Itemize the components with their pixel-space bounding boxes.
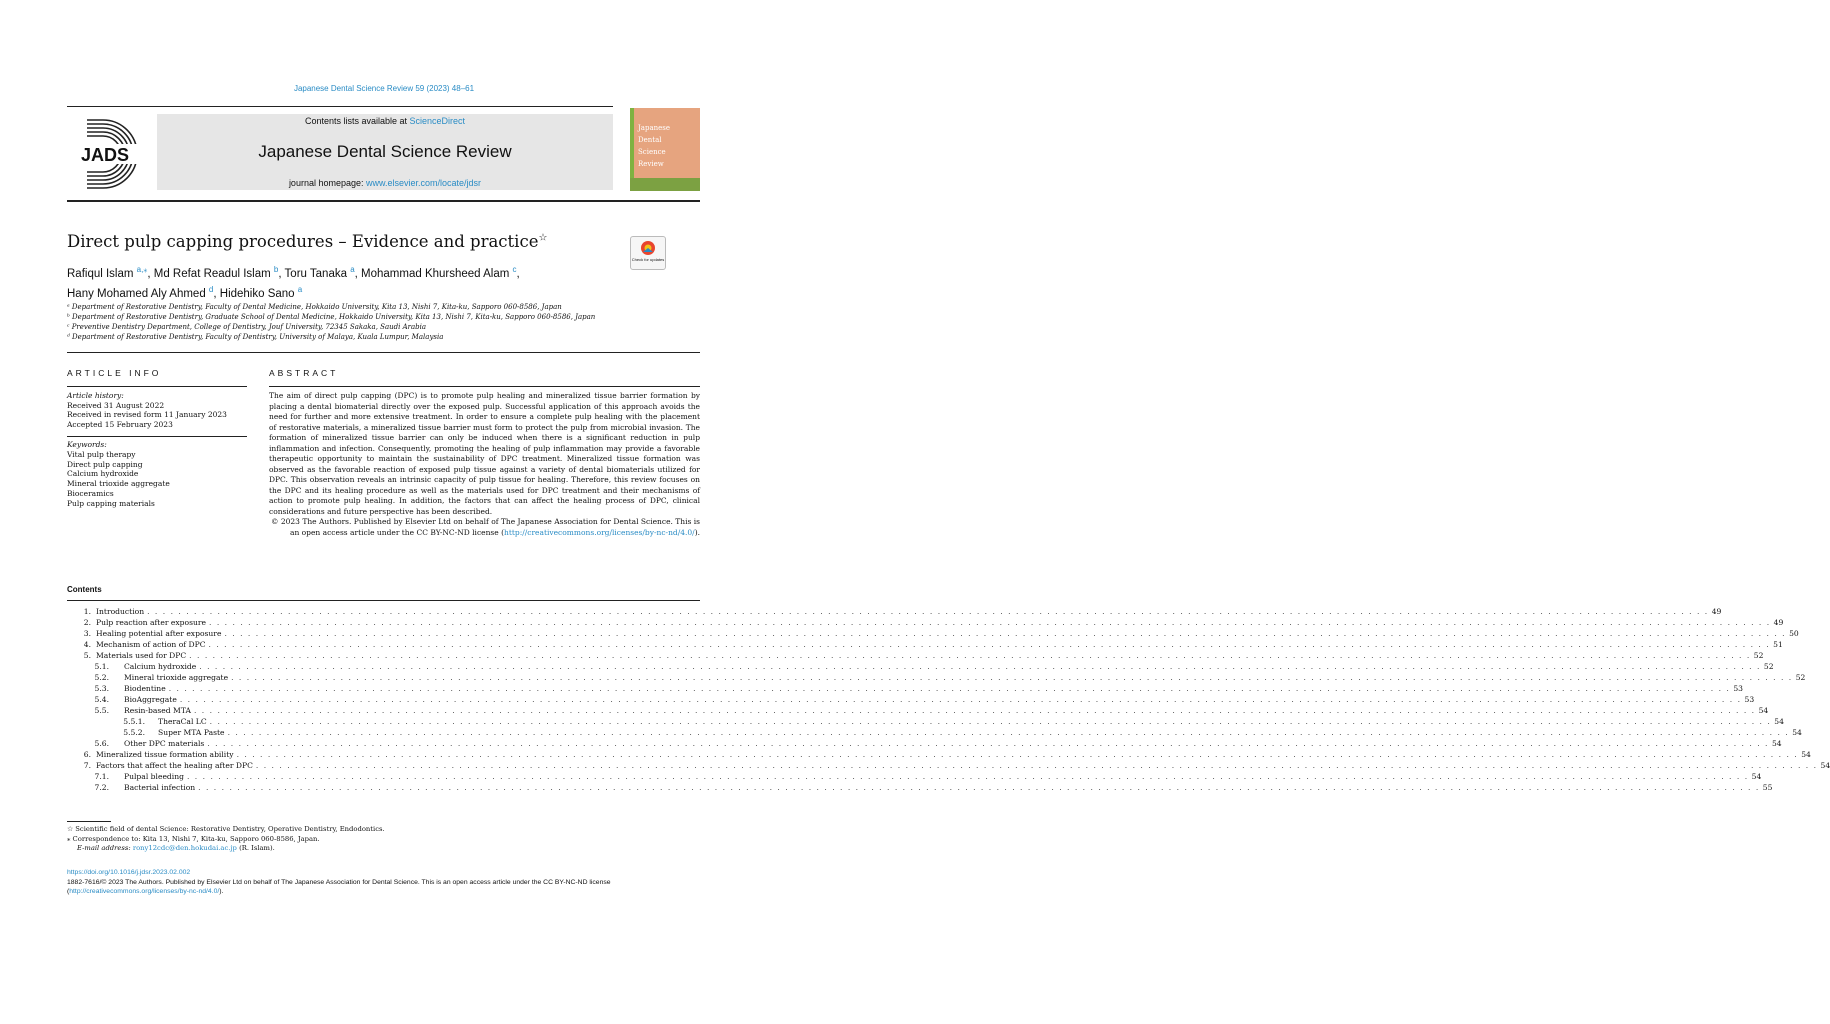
- toc-page: 52: [1753, 651, 1764, 660]
- toc-number: 6.: [83, 750, 91, 759]
- toc-leader: . . . . . . . . . . . . . . . . . . . . . . . . . . . . . . . . . . . . . . . . . . . . . . . . . . . . . . . . . . . . . . . . . . . . . . . . . . . . . . . . . . . . . . . . . . . . . . . . . . . . . . . . . . . . . . . . . . . . . . . . . . . . . . . . . . . . . . . . . . . . . . . . . . . . . . . . . . . . . . . . . . . . . . . . . . . . . . . . . . . . . . . . . . . . . . . . . . . . . . . .: [193, 706, 1756, 715]
- toc-page: 55: [1762, 783, 1773, 792]
- toc-leader: . . . . . . . . . . . . . . . . . . . . . . . . . . . . . . . . . . . . . . . . . . . . . . . . . . . . . . . . . . . . . . . . . . . . . . . . . . . . . . . . . . . . . . . . . . . . . . . . . . . . . . . . . . . . . . . . . . . . . . . . . . . . . . . . . . . . . . . . . . . . . . . . . . . . . . . . . . . . . . . . . . . . . . . . . . . . . . . . . . . . . . . . . . . . . . . . . . . . . . . .: [199, 662, 1761, 671]
- toc-entry[interactable]: [67, 606, 1722, 617]
- toc-number: 5.1.: [94, 662, 109, 671]
- toc-title: Calcium hydroxide: [124, 662, 197, 671]
- history-item: Received in revised form 11 January 2023: [67, 410, 227, 419]
- toc-entry[interactable]: [67, 650, 1764, 661]
- toc-entry[interactable]: [67, 771, 1762, 782]
- affiliation: ᵈ Department of Restorative Dentistry, Faculty of Dentistry, University of Malaya, Kuala Lumpur, Malaysia: [67, 333, 444, 341]
- homepage-link[interactable]: www.elsevier.com/locate/jdsr: [366, 178, 482, 188]
- toc-leader: . . . . . . . . . . . . . . . . . . . . . . . . . . . . . . . . . . . . . . . . . . . . . . . . . . . . . . . . . . . . . . . . . . . . . . . . . . . . . . . . . . . . . . . . . . . . . . . . . . . . . . . . . . . . . . . . . . . . . . . . . . . . . . . . . . . . . . . . . . . . . . . . . . . . . . . . . . . . . . . . . . . . . . . . . . . . . . . . . . . . . . . . . . . . . . . . . . . . . . . .: [179, 695, 1742, 704]
- keywords-label: Keywords:: [67, 440, 107, 449]
- toc-number: 5.2.: [94, 673, 109, 682]
- table-of-contents: [67, 606, 1830, 793]
- toc-page: 49: [1773, 618, 1784, 627]
- toc-number: 7.2.: [94, 783, 109, 792]
- keyword: Calcium hydroxide: [67, 469, 139, 479]
- toc-leader: . . . . . . . . . . . . . . . . . . . . . . . . . . . . . . . . . . . . . . . . . . . . . . . . . . . . . . . . . . . . . . . . . . . . . . . . . . . . . . . . . . . . . . . . . . . . . . . . . . . . . . . . . . . . . . . . . . . . . . . . . . . . . . . . . . . . . . . . . . . . . . . . . . . . . . . . . . . . . . . . . . . . . . . . . . . . . . . . . . . . . . . . . . . . . . . . . . . . . . . .: [186, 772, 1749, 781]
- toc-leader: . . . . . . . . . . . . . . . . . . . . . . . . . . . . . . . . . . . . . . . . . . . . . . . . . . . . . . . . . . . . . . . . . . . . . . . . . . . . . . . . . . . . . . . . . . . . . . . . . . . . . . . . . . . . . . . . . . . . . . . . . . . . . . . . . . . . . . . . . . . . . . . . . . . . . . . . . . . . . . . . . . . . . . . . . . . . . . . . . . . . . . . . . . . . . . . . . . . . . . . .: [189, 651, 1751, 660]
- keyword: Vital pulp therapy: [67, 449, 136, 459]
- keyword: Bioceramics: [67, 488, 114, 498]
- toc-leader: . . . . . . . . . . . . . . . . . . . . . . . . . . . . . . . . . . . . . . . . . . . . . . . . . . . . . . . . . . . . . . . . . . . . . . . . . . . . . . . . . . . . . . . . . . . . . . . . . . . . . . . . . . . . . . . . . . . . . . . . . . . . . . . . . . . . . . . . . . . . . . . . . . . . . . . . . . . . . . . . . . . . . . . . . . . . . . . . . . . . . . . . . . . . . . . . . . . . . . . .: [209, 717, 1772, 726]
- license-link[interactable]: http://creativecommons.org/licenses/by-nc-nd/4.0/: [69, 888, 220, 895]
- toc-title: BioAggregate: [124, 695, 177, 704]
- keyword: Pulp capping materials: [67, 498, 155, 508]
- toc-leader: . . . . . . . . . . . . . . . . . . . . . . . . . . . . . . . . . . . . . . . . . . . . . . . . . . . . . . . . . . . . . . . . . . . . . . . . . . . . . . . . . . . . . . . . . . . . . . . . . . . . . . . . . . . . . . . . . . . . . . . . . . . . . . . . . . . . . . . . . . . . . . . . . . . . . . . . . . . . . . . . . . . . . . . . . . . . . . . . . . . . . . . . . . . . . . . . . . . . . . . .: [236, 750, 1799, 759]
- history-item: Accepted 15 February 2023: [67, 419, 173, 429]
- toc-entry[interactable]: [67, 749, 1811, 760]
- toc-page: 52: [1795, 673, 1806, 682]
- toc-title: Mechanism of action of DPC: [96, 640, 206, 649]
- toc-number: 5.: [83, 651, 91, 660]
- toc-leader: . . . . . . . . . . . . . . . . . . . . . . . . . . . . . . . . . . . . . . . . . . . . . . . . . . . . . . . . . . . . . . . . . . . . . . . . . . . . . . . . . . . . . . . . . . . . . . . . . . . . . . . . . . . . . . . . . . . . . . . . . . . . . . . . . . . . . . . . . . . . . . . . . . . . . . . . . . . . . . . . . . . . . . . . . . . . . . . . . . . . . . . . . . . . . . . . . . . . . . . .: [198, 783, 1760, 792]
- toc-title: Introduction: [96, 607, 145, 616]
- toc-number: 5.5.: [94, 706, 109, 715]
- toc-number: 3.: [83, 629, 91, 638]
- toc-page: 54: [1771, 739, 1782, 748]
- toc-entry[interactable]: [67, 628, 1799, 639]
- toc-title: Other DPC materials: [124, 739, 205, 748]
- history-item: Received 31 August 2022: [67, 400, 165, 410]
- toc-title: Super MTA Paste: [158, 728, 225, 737]
- article-history: [67, 391, 247, 429]
- toc-leader: . . . . . . . . . . . . . . . . . . . . . . . . . . . . . . . . . . . . . . . . . . . . . . . . . . . . . . . . . . . . . . . . . . . . . . . . . . . . . . . . . . . . . . . . . . . . . . . . . . . . . . . . . . . . . . . . . . . . . . . . . . . . . . . . . . . . . . . . . . . . . . . . . . . . . . . . . . . . . . . . . . . . . . . . . . . . . . . . . . . . . . . . . . . . . . . . . . . . . . . .: [207, 739, 1769, 748]
- toc-page: 51: [1773, 640, 1783, 649]
- toc-number: 7.1.: [94, 772, 109, 781]
- toc-title: Materials used for DPC: [96, 651, 187, 660]
- toc-title: Mineral trioxide aggregate: [124, 673, 229, 682]
- toc-page: 54: [1820, 761, 1830, 770]
- affiliations: [67, 302, 707, 342]
- author-line: Hany Mohamed Aly Ahmed $^d$, Hidehiko Sano $^a$: [67, 284, 303, 300]
- keywords-rule: [67, 436, 247, 437]
- toc-entry[interactable]: [67, 683, 1743, 694]
- affiliation: ᵃ Department of Restorative Dentistry, Faculty of Dental Medicine, Hokkaido University, Kita 13, Nishi 7, Kita-ku, Sapporo 060-8586, Japan: [67, 303, 562, 311]
- section-rule: [67, 352, 700, 353]
- masthead-rule: [67, 200, 700, 202]
- toc-leader: . . . . . . . . . . . . . . . . . . . . . . . . . . . . . . . . . . . . . . . . . . . . . . . . . . . . . . . . . . . . . . . . . . . . . . . . . . . . . . . . . . . . . . . . . . . . . . . . . . . . . . . . . . . . . . . . . . . . . . . . . . . . . . . . . . . . . . . . . . . . . . . . . . . . . . . . . . . . . . . . . . . . . . . . . . . . . . . . . . . . . . . . . . . . . . . . . . . . . . . .: [209, 618, 1771, 627]
- check-for-updates-button[interactable]: [630, 236, 666, 270]
- cover-word: Science: [638, 148, 666, 156]
- toc-page: 50: [1789, 629, 1799, 638]
- toc-page: 52: [1763, 662, 1774, 671]
- toc-leader: . . . . . . . . . . . . . . . . . . . . . . . . . . . . . . . . . . . . . . . . . . . . . . . . . . . . . . . . . . . . . . . . . . . . . . . . . . . . . . . . . . . . . . . . . . . . . . . . . . . . . . . . . . . . . . . . . . . . . . . . . . . . . . . . . . . . . . . . . . . . . . . . . . . . . . . . . . . . . . . . . . . . . . . . . . . . . . . . . . . . . . . . . . . . . . . . . . . . . . . .: [168, 684, 1731, 693]
- license-line: (http://creativecommons.org/licenses/by-nc-nd/4.0/).: [67, 888, 224, 895]
- toc-number: 2.: [83, 618, 91, 627]
- doi-link[interactable]: https://doi.org/10.1016/j.jdsr.2023.02.002: [67, 869, 191, 876]
- cover-word: Dental: [638, 136, 662, 144]
- toc-title: Factors that affect the healing after DPC: [96, 761, 253, 770]
- toc-entry[interactable]: [67, 661, 1774, 672]
- toc-number: 5.5.1.: [123, 717, 145, 726]
- toc-number: 5.5.2.: [123, 728, 145, 737]
- abstract-rule: [269, 386, 700, 387]
- toc-entry[interactable]: [67, 727, 1802, 738]
- toc-entry[interactable]: [67, 617, 1784, 628]
- toc-title: Pulpal bleeding: [124, 772, 184, 781]
- toc-entry[interactable]: [67, 782, 1773, 793]
- contents-rule: [67, 600, 700, 601]
- toc-number: 1.: [83, 607, 91, 616]
- toc-title: Resin-based MTA: [124, 706, 191, 715]
- abstract-text: The aim of direct pulp capping (DPC) is to promote pulp healing and mineralized tissue barrier formation by placing a dental biomaterial directly over the exposed pulp. Successful application of this approach avoids the need for further and more extensive treatment. In order to ensure a complete pulp healing with the placement of restorative materials, a mineralized tissue barrier must form to protect the pulp from microbial invasion. The formation of mineralized tissue barrier can only be induced when there is a significant reduction in pulp inflammation and infection. Consequently, promoting the healing of pulp inflammation may provide a favorable therapeutic opportunity to maintain the sustainability of DPC treatment. Mineralized tissue formation was observed as the favorable reaction of exposed pulp tissue against a variety of dental biomaterials utilized for DPC. This observation reveals an intrinsic capacity of pulp tissue for healing. Therefore, this review focuses on the DPC and its healing procedure as well as the materials used for DPC treatment and their mechanisms of action to promote pulp healing. In addition, the factors that can affect the healing process of DPC, clinical considerations and future perspective has been described.: [269, 391, 700, 516]
- toc-page: 54: [1801, 750, 1811, 759]
- toc-leader: . . . . . . . . . . . . . . . . . . . . . . . . . . . . . . . . . . . . . . . . . . . . . . . . . . . . . . . . . . . . . . . . . . . . . . . . . . . . . . . . . . . . . . . . . . . . . . . . . . . . . . . . . . . . . . . . . . . . . . . . . . . . . . . . . . . . . . . . . . . . . . . . . . . . . . . . . . . . . . . . . . . . . . . . . . . . . . . . . . . . . . . . . . . . . . . . . . . . . . . .: [208, 640, 1771, 649]
- toc-title: Pulp reaction after exposure: [96, 618, 207, 627]
- toc-number: 5.4.: [94, 695, 109, 704]
- article-info-heading: ARTICLE INFO: [67, 368, 162, 378]
- sciencedirect-link[interactable]: ScienceDirect: [409, 116, 466, 126]
- copyright-notice: © 2023 The Authors. Published by Elsevier Ltd on behalf of The Japanese Association for Dental Science. This is an open access article under the CC BY-NC-ND license (http://creativecommons.org/licenses/by-nc-nd/4.0/).: [270, 517, 700, 537]
- toc-number: 7.: [83, 761, 91, 770]
- footnote: ⁎ Correspondence to: Kita 13, Nishi 7, Kita-ku, Sapporo 060-8586, Japan.: [67, 834, 320, 843]
- footnote: ☆ Scientific field of dental Science: Restorative Dentistry, Operative Dentistry, Endodontics.: [67, 825, 385, 833]
- toc-page: 49: [1711, 607, 1722, 616]
- abstract-heading: ABSTRACT: [269, 368, 339, 378]
- journal-title: Japanese Dental Science Review: [258, 142, 512, 161]
- toc-title: Mineralized tissue formation ability: [96, 750, 234, 759]
- toc-leader: . . . . . . . . . . . . . . . . . . . . . . . . . . . . . . . . . . . . . . . . . . . . . . . . . . . . . . . . . . . . . . . . . . . . . . . . . . . . . . . . . . . . . . . . . . . . . . . . . . . . . . . . . . . . . . . . . . . . . . . . . . . . . . . . . . . . . . . . . . . . . . . . . . . . . . . . . . . . . . . . . . . . . . . . . . . . . . . . . . . . . . . . . . . . . . . . . . . . . . . .: [224, 629, 1787, 638]
- journal-masthead: [157, 114, 613, 190]
- jads-logo: [67, 118, 143, 190]
- toc-page: 54: [1758, 706, 1769, 715]
- toc-title: TheraCal LC: [158, 717, 207, 726]
- cover-band: [630, 178, 700, 191]
- issn-line: 1882-7616/© 2023 The Authors. Published by Elsevier Ltd on behalf of The Japanese Association for Dental Science. This is an open access article under the CC BY-NC-ND license: [67, 878, 611, 886]
- toc-page: 53: [1733, 684, 1743, 693]
- article-title: Direct pulp capping procedures – Evidence and practice☆: [67, 232, 548, 251]
- toc-number: 5.6.: [94, 739, 109, 748]
- email-link[interactable]: rony12cdc@den.hokudai.ac.jp: [132, 844, 237, 852]
- license-link[interactable]: http://creativecommons.org/licenses/by-nc-nd/4.0/: [504, 527, 695, 537]
- header-rule: [67, 106, 613, 107]
- toc-page: 54: [1751, 772, 1762, 781]
- affiliation: ᶜ Preventive Dentistry Department, College of Dentistry, Jouf University, 72345 Sakaka, Saudi Arabia: [67, 323, 427, 331]
- toc-page: 53: [1744, 695, 1755, 704]
- toc-entry[interactable]: [67, 738, 1782, 749]
- toc-title: Biodentine: [124, 684, 166, 693]
- toc-entry[interactable]: [67, 672, 1806, 683]
- toc-entry[interactable]: [67, 760, 1830, 771]
- cover-word: Japanese: [638, 124, 671, 132]
- history-label: Article history:: [67, 391, 124, 400]
- abstract-body: [269, 391, 700, 538]
- toc-page: 54: [1774, 717, 1784, 726]
- affiliation: ᵇ Department of Restorative Dentistry, Graduate School of Dental Medicine, Hokkaido University, Kita 13, Nishi 7, Kita-ku, Sapporo 060-8586, Japan: [67, 313, 596, 321]
- toc-number: 5.3.: [94, 684, 109, 693]
- footnotes: [67, 825, 700, 854]
- check-updates-label: Check for updates: [631, 257, 665, 262]
- keyword: Direct pulp capping: [67, 459, 143, 469]
- toc-entry[interactable]: [67, 694, 1755, 705]
- contents-heading: Contents: [67, 585, 102, 594]
- toc-title: Healing potential after exposure: [96, 629, 222, 638]
- publication-info: [67, 868, 700, 897]
- author-list: [67, 262, 520, 302]
- footnote-rule: [67, 821, 111, 822]
- article-info-rule: [67, 386, 247, 387]
- toc-entry[interactable]: [67, 716, 1784, 727]
- keyword: Mineral trioxide aggregate: [67, 479, 170, 489]
- toc-leader: . . . . . . . . . . . . . . . . . . . . . . . . . . . . . . . . . . . . . . . . . . . . . . . . . . . . . . . . . . . . . . . . . . . . . . . . . . . . . . . . . . . . . . . . . . . . . . . . . . . . . . . . . . . . . . . . . . . . . . . . . . . . . . . . . . . . . . . . . . . . . . . . . . . . . . . . . . . . . . . . . . . . . . . . . . . . . . . . . . . . . . . . . . . . . . . . . . . . . . . .: [231, 673, 1793, 682]
- toc-entry[interactable]: [67, 639, 1783, 650]
- keywords: [67, 440, 247, 509]
- toc-leader: . . . . . . . . . . . . . . . . . . . . . . . . . . . . . . . . . . . . . . . . . . . . . . . . . . . . . . . . . . . . . . . . . . . . . . . . . . . . . . . . . . . . . . . . . . . . . . . . . . . . . . . . . . . . . . . . . . . . . . . . . . . . . . . . . . . . . . . . . . . . . . . . . . . . . . . . . . . . . . . . . . . . . . . . . . . . . . . . . . . . . . . . . . . . . . . . . . . . . . . .: [227, 728, 1790, 737]
- toc-page: 54: [1792, 728, 1802, 737]
- cover-word: Review: [638, 160, 664, 168]
- logo-text: JADS: [80, 145, 130, 165]
- journal-citation[interactable]: Japanese Dental Science Review 59 (2023) 48–61: [293, 84, 475, 93]
- toc-entry[interactable]: [67, 705, 1769, 716]
- author-line: Rafiqul Islam $^{a,⁎}$, Md Refat Readul Islam $^b$, Toru Tanaka $^a$, Mohammad Khursheed Alam $^c$,: [67, 265, 520, 280]
- email-footnote: E-mail address: rony12cdc@den.hokudai.ac.jp (R. Islam).: [77, 844, 275, 852]
- toc-leader: . . . . . . . . . . . . . . . . . . . . . . . . . . . . . . . . . . . . . . . . . . . . . . . . . . . . . . . . . . . . . . . . . . . . . . . . . . . . . . . . . . . . . . . . . . . . . . . . . . . . . . . . . . . . . . . . . . . . . . . . . . . . . . . . . . . . . . . . . . . . . . . . . . . . . . . . . . . . . . . . . . . . . . . . . . . . . . . . . . . . . . . . . . . . . . . . . . . . . . . .: [147, 607, 1709, 616]
- check-updates-icon: [640, 240, 656, 256]
- toc-number: 4.: [83, 640, 91, 649]
- journal-cover: [630, 108, 700, 191]
- toc-title: Bacterial infection: [124, 783, 196, 792]
- journal-homepage: journal homepage: www.elsevier.com/locate/jdsr: [288, 178, 482, 188]
- toc-leader: . . . . . . . . . . . . . . . . . . . . . . . . . . . . . . . . . . . . . . . . . . . . . . . . . . . . . . . . . . . . . . . . . . . . . . . . . . . . . . . . . . . . . . . . . . . . . . . . . . . . . . . . . . . . . . . . . . . . . . . . . . . . . . . . . . . . . . . . . . . . . . . . . . . . . . . . . . . . . . . . . . . . . . . . . . . . . . . . . . . . . . . . . . . . . . . . . . . . . . . .: [255, 761, 1818, 770]
- contents-available: Contents lists available at ScienceDirect: [304, 116, 466, 126]
